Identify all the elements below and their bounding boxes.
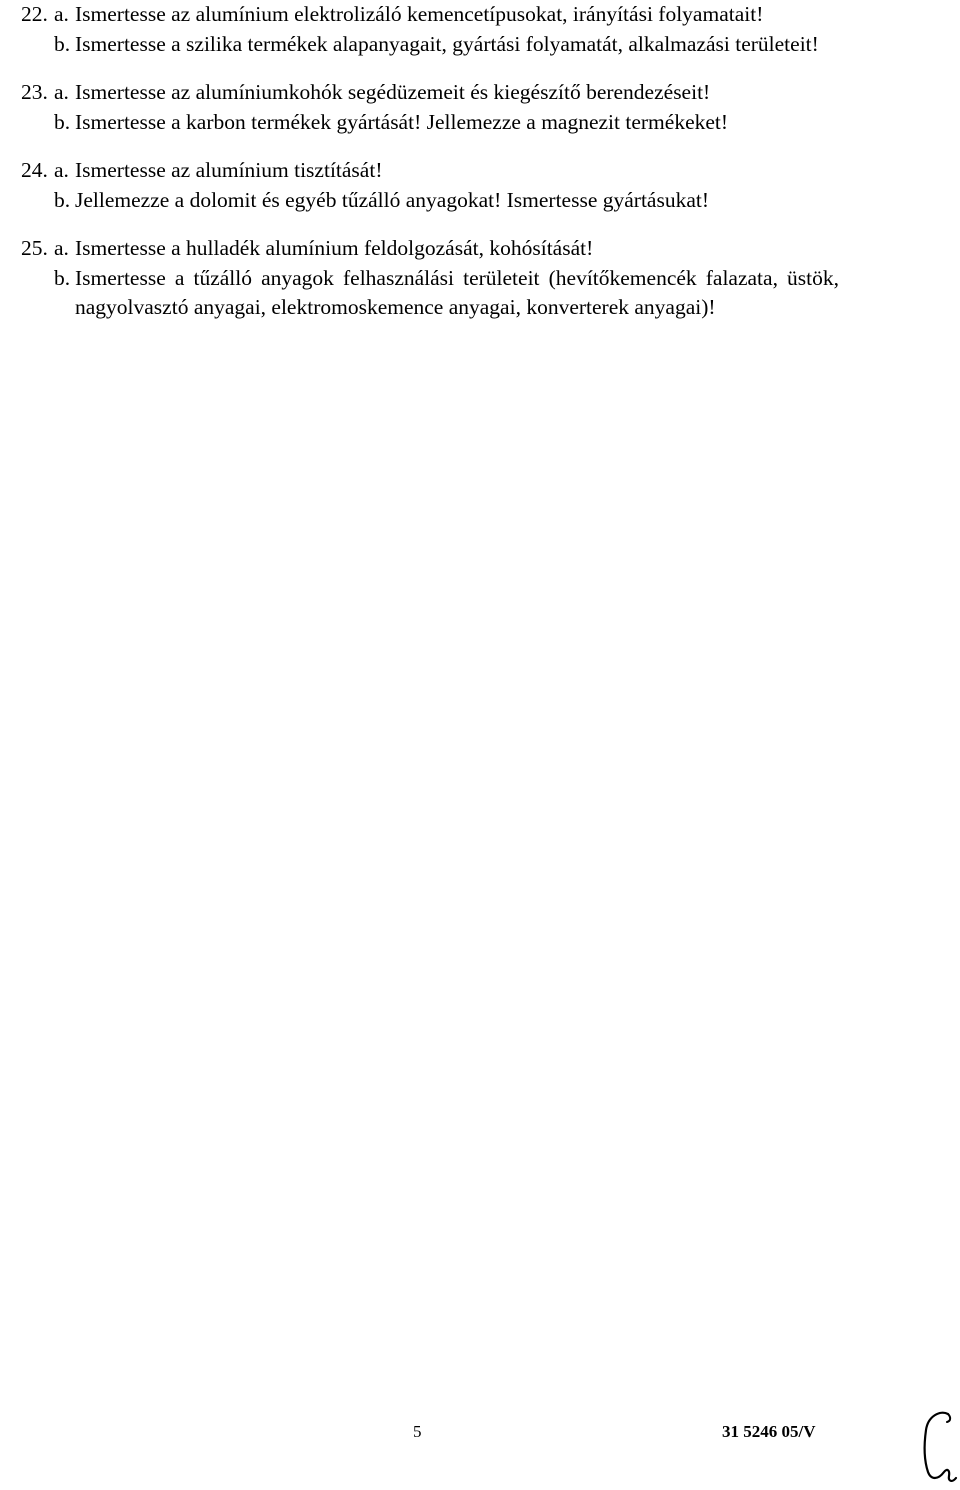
question-part — [21, 234, 839, 264]
question-part — [21, 264, 839, 323]
question-part — [21, 78, 839, 108]
part-text: Ismertesse a hulladék alumínium feldolgozását, kohósítását! — [75, 236, 594, 260]
part-letter: b. — [54, 109, 71, 134]
part-text: Ismertesse a tűzálló anyagok felhasználási területeit (hevítőkemencék falazata, üstök, nagyolvasztó anyagai, elektromoskemence anyagai, konverterek anyagai)! — [75, 265, 839, 319]
question-part — [21, 108, 839, 138]
part-text: Ismertesse a karbon termékek gyártását! Jellemezze a magnezit termékeket! — [75, 109, 729, 134]
page-footer — [0, 1418, 960, 1448]
question-number: 24. — [21, 158, 48, 182]
part-text: Ismertesse a szilika termékek alapanyagait, gyártási folyamatát, alkalmazási területeit! — [75, 31, 819, 56]
question-number: 23. — [21, 80, 48, 104]
question-number: 25. — [21, 236, 48, 260]
question-22 — [21, 0, 839, 59]
question-part — [21, 186, 839, 216]
part-text: Jellemezze a dolomit és egyéb tűzálló anyagokat! Ismertesse gyártásukat! — [75, 187, 709, 212]
question-number: 22. — [21, 2, 48, 26]
part-letter: a. — [54, 2, 69, 26]
handwritten-initials — [918, 1408, 958, 1486]
question-24 — [21, 156, 839, 215]
part-letter: a. — [54, 80, 69, 104]
question-part — [21, 0, 839, 30]
question-list — [21, 0, 839, 342]
part-text: Ismertesse az alumínium tisztítását! — [75, 158, 383, 182]
document-code: 31 5246 05/V — [722, 1422, 816, 1441]
part-letter: b. — [54, 265, 71, 290]
question-23 — [21, 78, 839, 137]
part-letter: b. — [54, 31, 71, 56]
part-text: Ismertesse az alumínium elektrolizáló kemencetípusokat, irányítási folyamatait! — [75, 2, 764, 26]
question-25 — [21, 234, 839, 323]
question-part — [21, 156, 839, 186]
part-letter: b. — [54, 187, 71, 212]
page-number: 5 — [413, 1422, 422, 1441]
question-part — [21, 30, 839, 60]
part-letter: a. — [54, 236, 69, 260]
part-letter: a. — [54, 158, 69, 182]
part-text: Ismertesse az alumíniumkohók segédüzemeit és kiegészítő berendezéseit! — [75, 80, 711, 104]
